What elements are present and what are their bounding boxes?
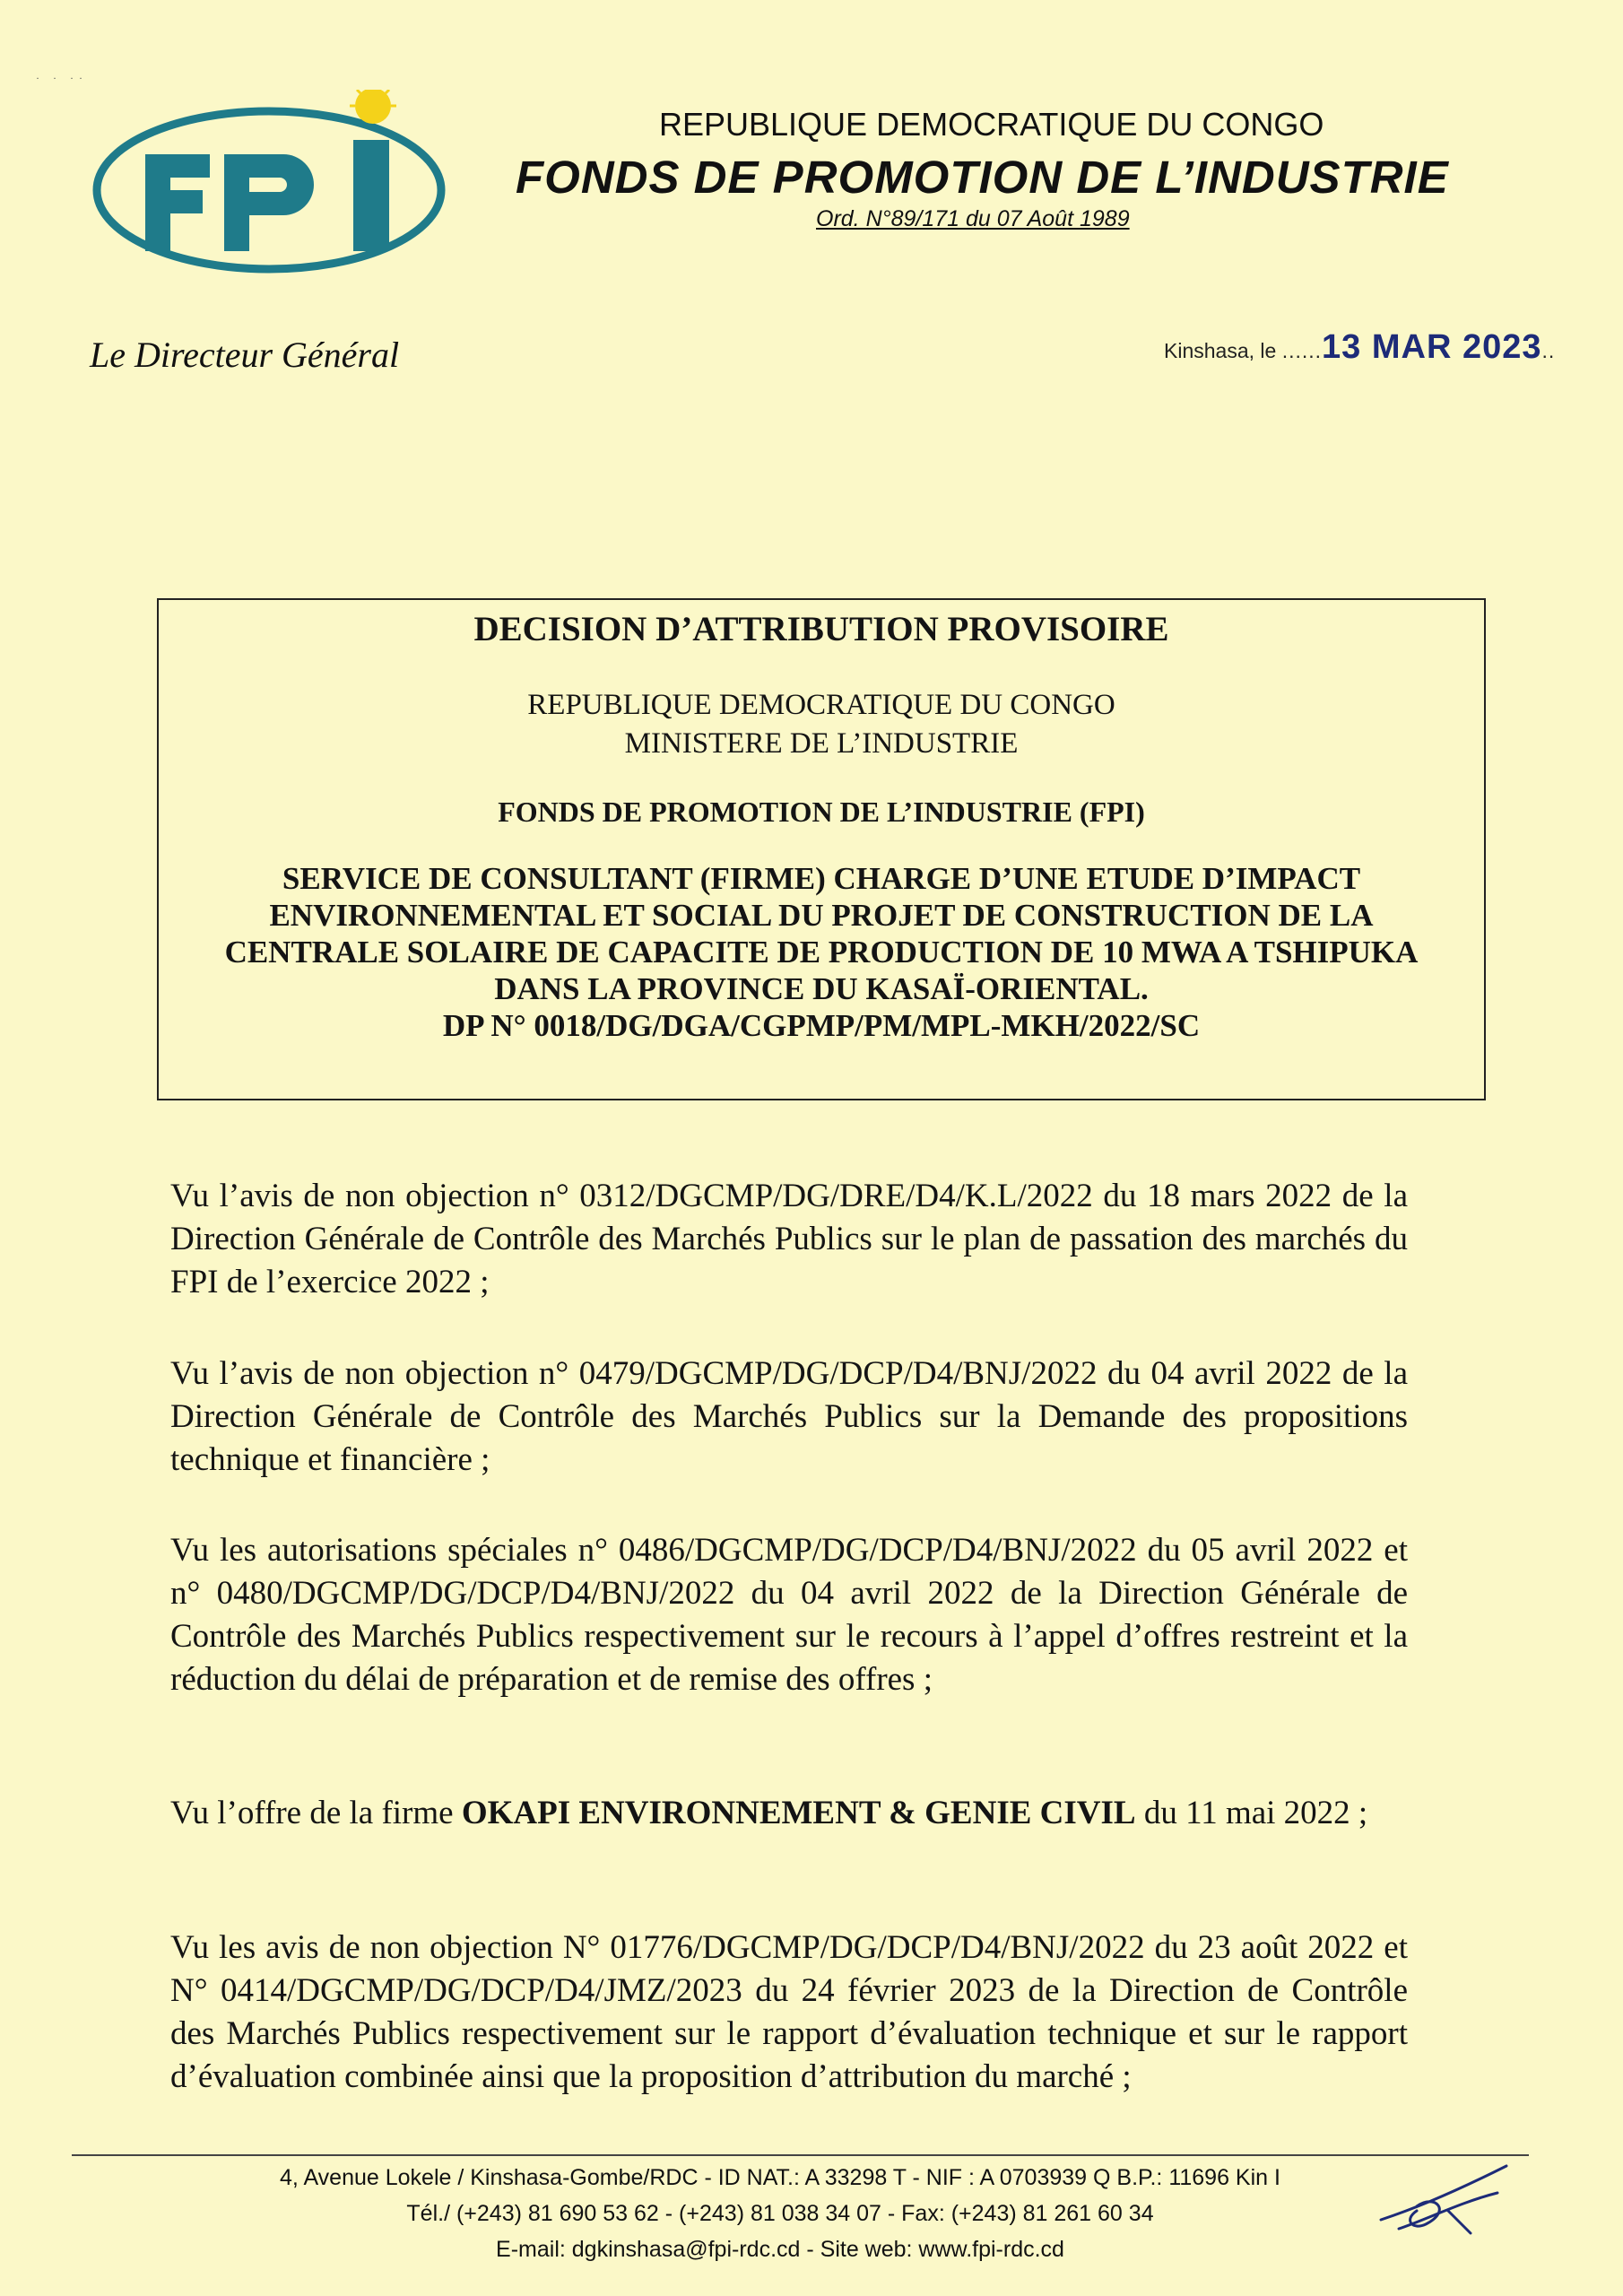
logo-text: FPI — [269, 272, 272, 274]
footer-contact: E-mail: dgkinshasa@fpi-rdc.cd - Site web: www.fpi-rdc.cd — [496, 2237, 1064, 2262]
decision-fund: FONDS DE PROMOTION DE L’INDUSTRIE (FPI) — [498, 796, 1145, 828]
subject-line: ENVIRONNEMENTAL ET SOCIAL DU PROJET DE CONSTRUCTION DE LA — [269, 898, 1374, 933]
decision-title: DECISION D’ATTRIBUTION PROVISOIRE — [473, 610, 1169, 648]
subject-line: CENTRALE SOLAIRE DE CAPACITE DE PRODUCTION DE 10 MWA A TSHIPUKA — [224, 935, 1419, 970]
paragraph-2: Vu l’avis de non objection n° 0479/DGCMP/DG/DCP/D4/BNJ/2022 du 04 avril 2022 de la Direction Générale de Contrôle des Marchés Publics sur la Demande des propositions technique et financière ; — [170, 1355, 1408, 1478]
paragraph-4-before: Vu l’offre de la firme — [170, 1795, 462, 1831]
subject-line: SERVICE DE CONSULTANT (FIRME) CHARGE D’UNE ETUDE D’IMPACT — [282, 861, 1361, 896]
decision-box — [157, 598, 1486, 1100]
header-organization: FONDS DE PROMOTION DE L’INDUSTRIE — [516, 152, 1449, 203]
decision-ministry: MINISTERE DE L’INDUSTRIE — [624, 727, 1019, 760]
firm-name: OKAPI ENVIRONNEMENT & GENIE CIVIL — [461, 1795, 1136, 1831]
paragraph-4 — [170, 1792, 1408, 1835]
header-country: REPUBLIQUE DEMOCRATIQUE DU CONGO — [659, 106, 1324, 143]
director-title: Le Directeur Général — [90, 335, 400, 375]
footer-divider — [72, 2154, 1529, 2156]
subject-reference: DP N° 0018/DG/DGA/CGPMP/PM/MPL-MKH/2022/SC — [442, 1008, 1201, 1043]
decision-subject — [177, 860, 1466, 1044]
scan-specks: · · ·· — [36, 72, 88, 84]
paragraph-3-text: Vu les autorisations spéciales n° 0486/DGCMP/DG/DCP/D4/BNJ/2022 du 05 avril 2022 et n° 0480/DGCMP/DG/DCP/D4/BNJ/2022 du 04 avril 2022 de la Direction Générale de Contrôle des Marchés Publics respectivement sur le recours à l’appel d’offres restreint et la réduction du délai de préparation et de remise des offres ; — [170, 1532, 1408, 1698]
header-ordinance: Ord. N°89/171 du 07 Août 1989 — [816, 206, 1130, 231]
date-line: Kinshasa, le ......13 MAR 2023.. — [1164, 328, 1556, 366]
date-stamp: 13 MAR 2023 — [1322, 328, 1542, 366]
fpi-logo — [90, 90, 448, 278]
paragraph-3 — [170, 1529, 1408, 1701]
paragraph-1: Vu l’avis de non objection n° 0312/DGCMP/DG/DRE/D4/K.L/2022 du 18 mars 2022 de la Direction Générale de Contrôle des Marchés Publics sur le plan de passation des marchés du FPI de l’exercice 2022 ; — [170, 1178, 1408, 1300]
decision-authority — [159, 686, 1484, 763]
footer-address: 4, Avenue Lokele / Kinshasa-Gombe/RDC - ID NAT.: A 33298 T - NIF : A 0703939 Q B.P.: 11696 Kin I — [280, 2165, 1280, 2190]
date-prefix: Kinshasa, le — [1164, 339, 1277, 362]
decision-republic: REPUBLIQUE DEMOCRATIQUE DU CONGO — [527, 689, 1115, 721]
signature-initials — [1363, 2157, 1524, 2242]
paragraph-5: Vu les avis de non objection N° 01776/DGCMP/DG/DCP/D4/BNJ/2022 du 23 août 2022 et N° 0414/DGCMP/DG/DCP/D4/JMZ/2023 du 24 février 2023 de la Direction de Contrôle des Marchés Publics respectivement sur le rapport d’évaluation technique et sur le rapport d’évaluation combinée ainsi que la proposition d’attribution du marché ; — [170, 1929, 1408, 2095]
paragraph-4-after: du 11 mai 2022 ; — [1135, 1795, 1368, 1831]
footer — [135, 2160, 1426, 2267]
footer-phone: Tél./ (+243) 81 690 53 62 - (+243) 81 038 34 07 - Fax: (+243) 81 261 60 34 — [406, 2201, 1154, 2226]
subject-line: DANS LA PROVINCE DU KASAÏ-ORIENTAL. — [494, 971, 1149, 1006]
